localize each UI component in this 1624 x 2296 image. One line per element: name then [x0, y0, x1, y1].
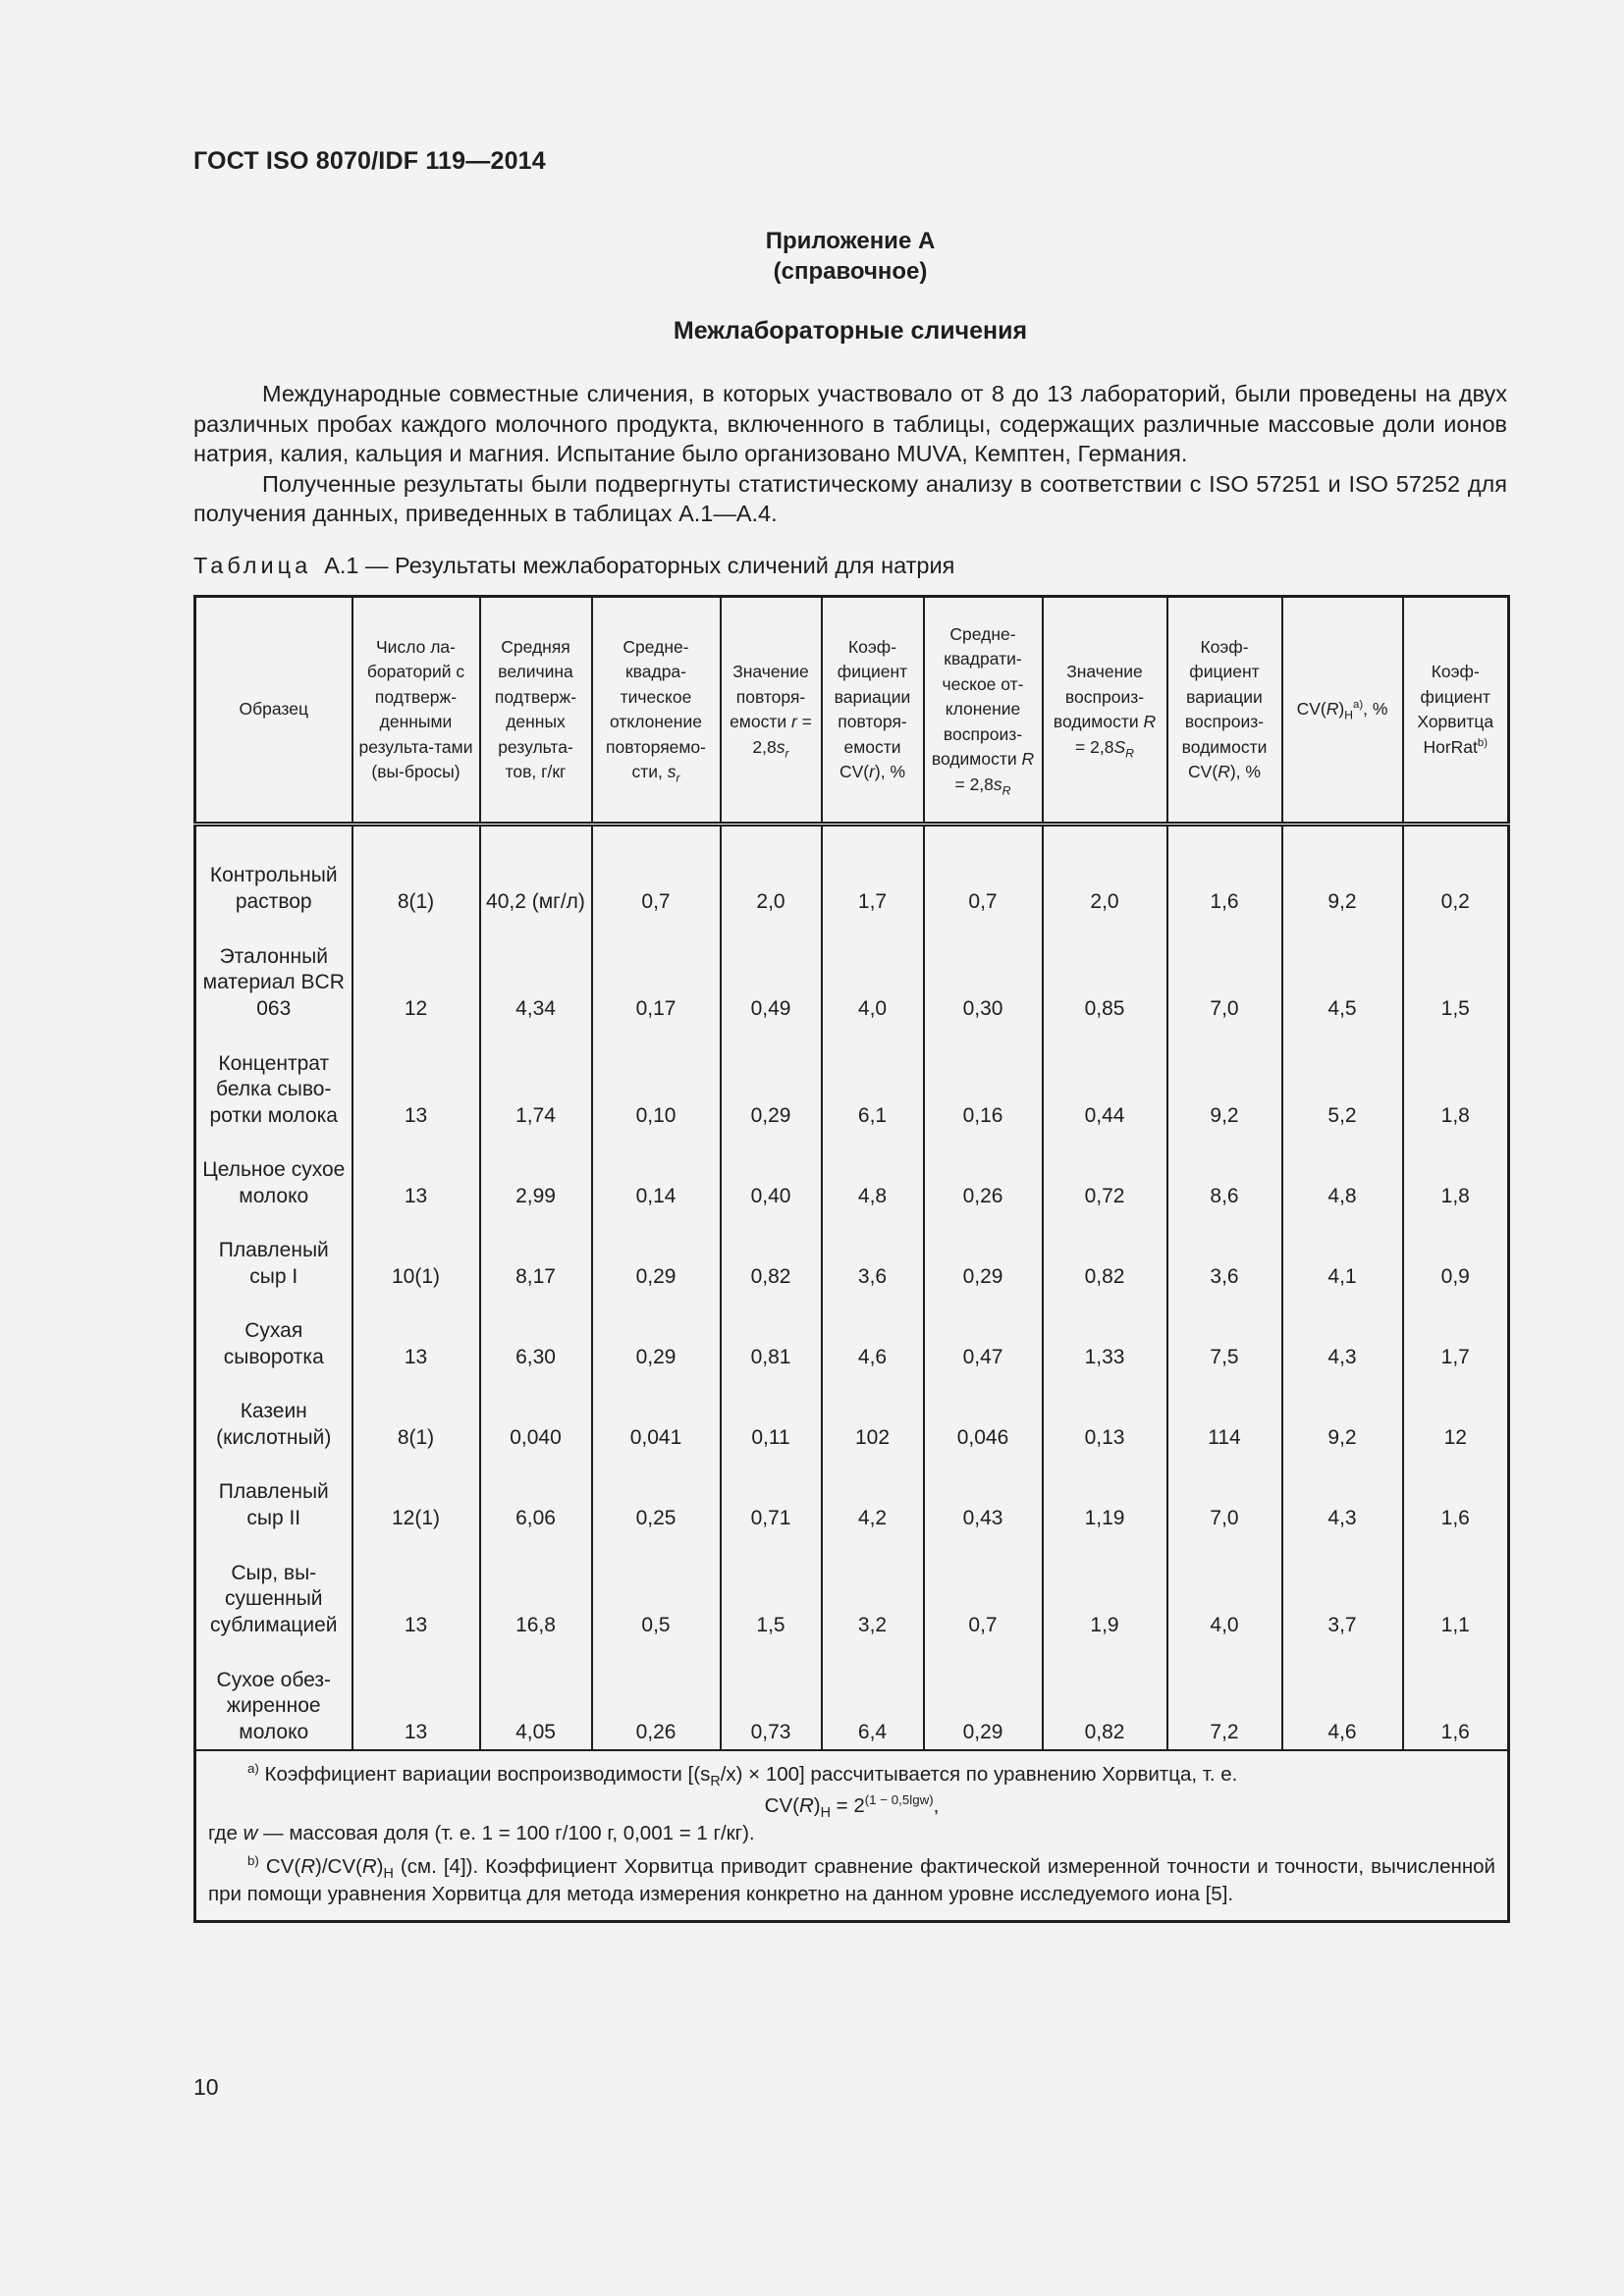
col-header-R-subscript: R [1125, 746, 1134, 760]
table-row [195, 919, 1509, 1026]
footnote-a [208, 1761, 1495, 1789]
cell-r: 0,71 [721, 1455, 822, 1535]
formula-explanation [208, 1820, 1495, 1847]
where-text-b: — массовая доля (т. е. 1 = 100 г/100 г, 0,001 = 1 г/кг). [257, 1822, 755, 1844]
cell-sR: 0,26 [924, 1133, 1043, 1213]
results-table-wrapper [193, 595, 1507, 1923]
cell-labs: 13 [352, 1642, 480, 1750]
cell-sR: 0,16 [924, 1026, 1043, 1133]
col-header-horrat-footnote-mark: b) [1477, 736, 1489, 749]
cell-R: 1,19 [1043, 1455, 1167, 1535]
cell-cvR: 1,6 [1167, 825, 1282, 920]
table-caption-word: Таблица [193, 553, 312, 578]
cell-labs: 8(1) [352, 1374, 480, 1455]
cell-r: 1,5 [721, 1535, 822, 1642]
cell-R: 0,44 [1043, 1026, 1167, 1133]
col-header-cvR-unit: ), % [1229, 762, 1261, 781]
cell-cvR: 3,6 [1167, 1213, 1282, 1294]
cell-sR: 0,7 [924, 1535, 1043, 1642]
cell-sR: 0,47 [924, 1294, 1043, 1374]
cell-cvR: 114 [1167, 1374, 1282, 1455]
section-title: Межлабораторные сличения [673, 317, 1028, 345]
footnote-b-text-4: (см. [4]). Коэффициент Хорвитца приводит сравнение фактической измеренной точности и точности, вычисленной при помощи уравнения Хорвитца для метода измерения конкретно на данном уровне исследуемого иона [5]. [208, 1855, 1495, 1905]
cell-cvr: 4,0 [822, 919, 924, 1026]
footnote-b-mark: b) [247, 1853, 259, 1869]
cell-horrat: 1,8 [1403, 1026, 1509, 1133]
table-row [195, 1294, 1509, 1374]
cell-sample: Плавленый сыр II [195, 1455, 352, 1535]
formula-part-d: , [933, 1794, 940, 1817]
cell-R: 2,0 [1043, 825, 1167, 920]
col-header-cvRH [1282, 597, 1403, 825]
cell-horrat: 1,6 [1403, 1455, 1509, 1535]
cell-r: 0,73 [721, 1642, 822, 1750]
cell-R: 0,72 [1043, 1133, 1167, 1213]
cell-cvRH: 4,6 [1282, 1642, 1403, 1750]
table-row [195, 1455, 1509, 1535]
cell-labs: 10(1) [352, 1213, 480, 1294]
cell-cvRH: 9,2 [1282, 1374, 1403, 1455]
intro-text [193, 379, 1507, 529]
col-header-cvRH-close: ) [1338, 699, 1345, 720]
col-header-cvr [822, 597, 924, 825]
col-header-cvRH-subscript: H [1344, 708, 1354, 722]
formula-part-a: CV( [764, 1794, 799, 1817]
cell-sR: 0,29 [924, 1642, 1043, 1750]
cell-cvRH: 4,3 [1282, 1455, 1403, 1535]
col-header-R-S: S [1113, 736, 1126, 757]
cell-cvRH: 4,3 [1282, 1294, 1403, 1374]
footnote-b-text-1: CV( [258, 1855, 301, 1878]
col-header-r-text: Значение повторя-емости [730, 662, 809, 731]
cell-mean: 4,34 [480, 919, 592, 1026]
col-header-R [1043, 597, 1167, 825]
footnote-b-text-3: ) [376, 1855, 384, 1878]
col-header-r-symbol: r [790, 712, 797, 731]
cell-R: 1,9 [1043, 1535, 1167, 1642]
cell-sR: 0,29 [924, 1213, 1043, 1294]
page-number: 10 [193, 2074, 219, 2100]
col-header-horrat-text: Коэф-фициент Хорвитца HorRat [1417, 662, 1494, 757]
where-symbol: w [243, 1822, 258, 1844]
cell-r: 0,81 [721, 1294, 822, 1374]
cell-mean: 6,06 [480, 1455, 592, 1535]
cell-r: 0,49 [721, 919, 822, 1026]
cell-sr: 0,29 [592, 1213, 721, 1294]
cell-horrat: 1,8 [1403, 1133, 1509, 1213]
col-header-sample: Образец [195, 597, 352, 825]
footnote-b-R1: R [300, 1855, 316, 1878]
cell-horrat: 0,9 [1403, 1213, 1509, 1294]
cell-sr: 0,25 [592, 1455, 721, 1535]
table-footnotes-row [195, 1750, 1509, 1922]
footnote-b-text-2: )/CV( [315, 1855, 362, 1878]
cell-cvRH: 4,1 [1282, 1213, 1403, 1294]
cell-cvR: 7,2 [1167, 1642, 1282, 1750]
col-header-R-eq: = 2,8 [1075, 736, 1114, 757]
table-row [195, 825, 1509, 920]
cell-labs: 13 [352, 1026, 480, 1133]
col-header-cvRH-footnote-mark: a) [1353, 699, 1364, 712]
cell-sample: Эталонный материал BCR 063 [195, 919, 352, 1026]
cell-sr: 0,7 [592, 825, 721, 920]
cell-cvr: 3,2 [822, 1535, 924, 1642]
cell-mean: 0,040 [480, 1374, 592, 1455]
formula-exponent: (1 − 0,5lgw) [864, 1792, 934, 1808]
col-header-sr [592, 597, 721, 825]
cell-R: 0,13 [1043, 1374, 1167, 1455]
cell-cvr: 102 [822, 1374, 924, 1455]
cell-sr: 0,10 [592, 1026, 721, 1133]
col-header-cvRH-text: CV( [1296, 699, 1326, 720]
cell-R: 0,82 [1043, 1213, 1167, 1294]
col-header-sr-subscript: r [676, 771, 680, 785]
col-header-r-eq: = 2,8 [752, 712, 812, 757]
cell-horrat: 0,2 [1403, 825, 1509, 920]
cell-sr: 0,17 [592, 919, 721, 1026]
cell-horrat: 1,7 [1403, 1294, 1509, 1374]
col-header-cvR-text: Коэф-фициент вариации воспроиз-водимости CV( [1181, 636, 1268, 781]
table-caption [193, 553, 954, 579]
cell-cvr: 4,6 [822, 1294, 924, 1374]
cell-cvRH: 4,8 [1282, 1133, 1403, 1213]
col-header-sR-eq: = 2,8 [954, 774, 994, 794]
cell-R: 1,33 [1043, 1294, 1167, 1374]
cell-sample: Плавленый сыр I [195, 1213, 352, 1294]
where-text-a: где [208, 1822, 244, 1844]
col-header-mean: Средняя величина подтверж-денных результа-тов, г/кг [480, 597, 592, 825]
cell-sample: Сухое обез-жиренное молоко [195, 1642, 352, 1750]
cell-sample: Сухая сыворотка [195, 1294, 352, 1374]
table-caption-title: А.1 — Результаты межлабораторных сличений для натрия [324, 553, 955, 578]
cell-horrat: 1,1 [1403, 1535, 1509, 1642]
cell-labs: 13 [352, 1294, 480, 1374]
cell-R: 0,85 [1043, 919, 1167, 1026]
col-header-sR-text: Средне-квадрати-ческое от-клонение воспроиз-водимости [931, 623, 1024, 770]
cell-sample: Цельное сухое молоко [195, 1133, 352, 1213]
cell-mean: 6,30 [480, 1294, 592, 1374]
col-header-r-subscript: r [785, 746, 789, 760]
intro-paragraph-2: Полученные результаты были подвергнуты статистическому анализу в соответствии с ISO 57251 и ISO 57252 для получения данных, приведенных в таблицах А.1—А.4. [193, 470, 1507, 526]
cell-sr: 0,14 [592, 1133, 721, 1213]
footnote-b [208, 1853, 1495, 1908]
col-header-sR-symbol: R [1021, 749, 1035, 770]
cell-sR: 0,7 [924, 825, 1043, 920]
cell-horrat: 1,6 [1403, 1642, 1509, 1750]
cell-labs: 8(1) [352, 825, 480, 920]
footnote-a-subscript: R [710, 1774, 721, 1790]
col-header-cvr-symbol: r [869, 762, 875, 781]
col-header-cvRH-symbol: R [1326, 699, 1339, 720]
cell-R: 0,82 [1043, 1642, 1167, 1750]
cell-cvr: 4,8 [822, 1133, 924, 1213]
table-footnotes [195, 1750, 1509, 1922]
table-header-row [195, 597, 1509, 825]
footnote-a-mark: a) [247, 1761, 259, 1777]
cell-horrat: 12 [1403, 1374, 1509, 1455]
cell-mean: 2,99 [480, 1133, 592, 1213]
col-header-labs: Число ла-бораторий с подтверж-денными результа-тами (вы-бросы) [352, 597, 480, 825]
col-header-r [721, 597, 822, 825]
col-header-cvr-unit: ), % [874, 762, 906, 781]
col-header-sR [924, 597, 1043, 825]
cell-r: 0,11 [721, 1374, 822, 1455]
cell-labs: 12 [352, 919, 480, 1026]
col-header-sr-symbol: s [667, 762, 677, 781]
col-header-R-symbol: R [1143, 712, 1157, 731]
cell-mean: 1,74 [480, 1026, 592, 1133]
cell-sR: 0,43 [924, 1455, 1043, 1535]
intro-paragraph-1: Международные совместные сличения, в которых участвовало от 8 до 13 лабораторий, были проведены на двух различных пробах каждого молочного продукта, включенного в таблицы, содержащих различные массовые доли ионов натрия, калия, кальция и магния. Испытание было организовано MUVA, Кемптен, Германия. [193, 381, 1507, 466]
cell-cvRH: 3,7 [1282, 1535, 1403, 1642]
col-header-horrat [1403, 597, 1509, 825]
table-row [195, 1535, 1509, 1642]
cell-r: 2,0 [721, 825, 822, 920]
cell-cvR: 8,6 [1167, 1133, 1282, 1213]
cell-sample: Концентрат белка сыво-ротки молока [195, 1026, 352, 1133]
annex-title: Приложение А [765, 228, 936, 254]
cell-labs: 13 [352, 1133, 480, 1213]
footnote-a-text-2: /x) × 100] рассчитывается по уравнению Хорвитца, т. е. [720, 1763, 1238, 1786]
col-header-sR-s: s [993, 774, 1002, 794]
table-row [195, 1374, 1509, 1455]
col-header-r-s: s [776, 736, 785, 757]
cell-r: 0,29 [721, 1026, 822, 1133]
table-row [195, 1213, 1509, 1294]
table-row [195, 1133, 1509, 1213]
document-header: ГОСТ ISO 8070/IDF 119—2014 [193, 147, 546, 175]
formula-part-b: ) [813, 1794, 821, 1817]
col-header-sr-text: Средне-квадра-тическое отклонение повторяемо-сти, [605, 636, 706, 781]
cell-sr: 0,29 [592, 1294, 721, 1374]
cell-labs: 13 [352, 1535, 480, 1642]
footnote-b-R2: R [361, 1855, 377, 1878]
cell-cvr: 1,7 [822, 825, 924, 920]
col-header-cvRH-unit: , % [1363, 699, 1388, 720]
formula-subscript: H [820, 1805, 831, 1822]
cell-cvr: 6,4 [822, 1642, 924, 1750]
cell-sample: Сыр, вы-сушенный сублимацией [195, 1535, 352, 1642]
cell-r: 0,82 [721, 1213, 822, 1294]
cell-sR: 0,30 [924, 919, 1043, 1026]
cell-cvr: 4,2 [822, 1455, 924, 1535]
results-table [193, 595, 1510, 1923]
table-row [195, 1642, 1509, 1750]
cell-mean: 4,05 [480, 1642, 592, 1750]
cell-cvR: 7,5 [1167, 1294, 1282, 1374]
cell-mean: 40,2 (мг/л) [480, 825, 592, 920]
horwitz-formula [208, 1792, 1495, 1820]
cell-cvr: 6,1 [822, 1026, 924, 1133]
annex-heading [193, 226, 1507, 287]
annex-status: (справочное) [773, 258, 928, 285]
cell-cvRH: 9,2 [1282, 825, 1403, 920]
cell-sample: Казеин (кислотный) [195, 1374, 352, 1455]
formula-R: R [798, 1794, 814, 1817]
footnote-b-subscript: H [383, 1866, 394, 1883]
cell-cvR: 7,0 [1167, 919, 1282, 1026]
col-header-cvR-symbol: R [1218, 762, 1230, 781]
cell-mean: 16,8 [480, 1535, 592, 1642]
col-header-sR-subscript: R [1001, 783, 1011, 798]
cell-mean: 8,17 [480, 1213, 592, 1294]
footnote-a-text-1: Коэффициент вариации воспроизводимости [(s [264, 1763, 711, 1786]
cell-sR: 0,046 [924, 1374, 1043, 1455]
cell-sr: 0,26 [592, 1642, 721, 1750]
cell-sample: Контрольный раствор [195, 825, 352, 920]
cell-sr: 0,041 [592, 1374, 721, 1455]
cell-cvR: 9,2 [1167, 1026, 1282, 1133]
cell-cvR: 4,0 [1167, 1535, 1282, 1642]
cell-cvRH: 5,2 [1282, 1026, 1403, 1133]
cell-cvRH: 4,5 [1282, 919, 1403, 1026]
cell-horrat: 1,5 [1403, 919, 1509, 1026]
col-header-cvr-text: Коэф-фициент вариации повторя-емости CV( [834, 636, 911, 781]
cell-labs: 12(1) [352, 1455, 480, 1535]
table-row [195, 1026, 1509, 1133]
cell-r: 0,40 [721, 1133, 822, 1213]
cell-cvr: 3,6 [822, 1213, 924, 1294]
col-header-cvR [1167, 597, 1282, 825]
cell-sr: 0,5 [592, 1535, 721, 1642]
formula-part-c: = 2 [830, 1794, 865, 1817]
col-header-R-text: Значение воспроиз-водимости [1053, 662, 1145, 731]
cell-cvR: 7,0 [1167, 1455, 1282, 1535]
